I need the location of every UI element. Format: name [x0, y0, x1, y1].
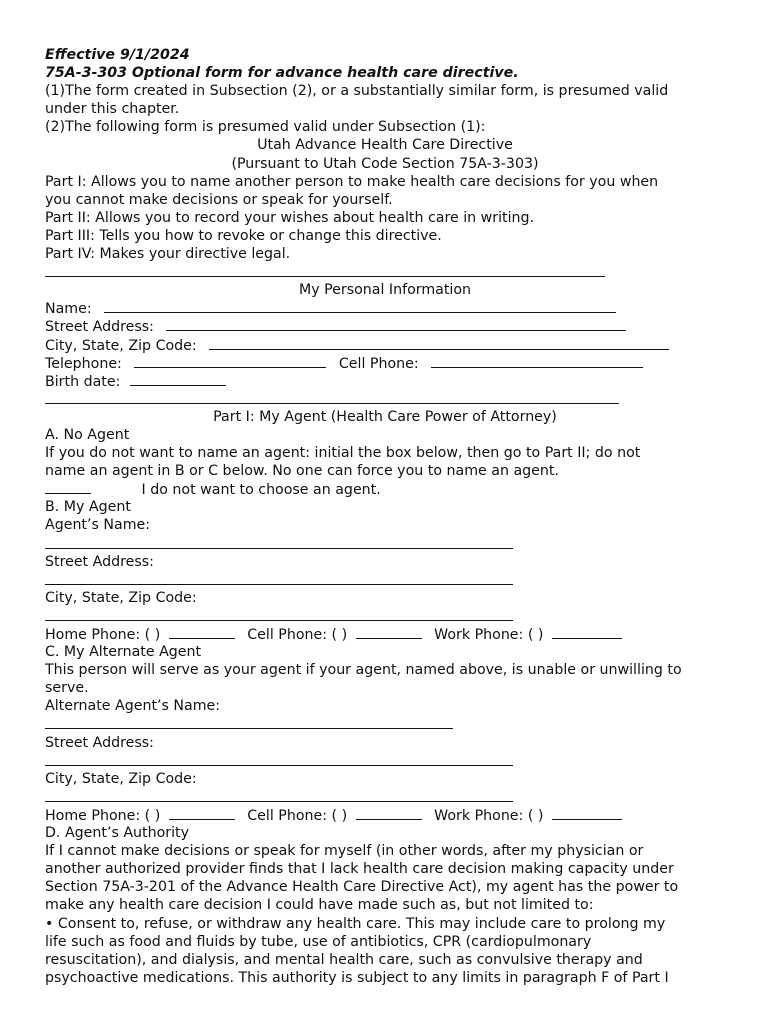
alternate-agent-phone-row — [45, 806, 735, 824]
birth-label: Birth date: — [45, 373, 121, 390]
alternate-agent-street-label: Street Address: — [45, 734, 154, 751]
authority-bullet-line1: • Consent to, refuse, or withdraw any health care. This may include care to prolong my — [45, 915, 666, 932]
part3-summary: Part III: Tells you how to revoke or change this directive. — [45, 227, 442, 244]
alternate-agent-city-label: City, State, Zip Code: — [45, 770, 197, 787]
agent-street-field[interactable] — [45, 571, 735, 589]
personal-info-heading: My Personal Information — [298, 282, 472, 299]
part2-summary: Part II: Allows you to record your wishes about health care in writing. — [45, 209, 535, 226]
street-row — [45, 317, 735, 335]
authority-bullet-line3: resuscitation), and dialysis, and mental health care, such as convulsive therapy and — [45, 951, 643, 968]
section-divider — [45, 263, 735, 281]
agent-name-label: Agent’s Name: — [45, 517, 151, 534]
no-agent-title: A. No Agent — [45, 426, 130, 443]
city-row — [45, 336, 735, 354]
alternate-cell-phone-field[interactable] — [356, 806, 422, 820]
my-agent-title: B. My Agent — [45, 499, 131, 516]
alternate-home-phone-field[interactable] — [169, 806, 235, 820]
agent-city-label: City, State, Zip Code: — [45, 589, 197, 606]
birth-row — [45, 372, 735, 390]
no-agent-line1: If you do not want to name an agent: initial the box below, then go to Part II; do not — [45, 445, 641, 462]
birth-field[interactable] — [130, 372, 226, 386]
alternate-cell-phone-label: Cell Phone: ( ) — [247, 807, 348, 824]
agent-home-phone-field[interactable] — [169, 625, 235, 639]
intro-p1-line1: (1)The form created in Subsection (2), or a substantially similar form, is presumed valid — [45, 83, 669, 100]
part1-summary-line1: Part I: Allows you to name another person to make health care decisions for you when — [45, 173, 659, 190]
intro-p1-line2: under this chapter. — [45, 101, 180, 118]
agent-authority-line4: make any health care decision I could have made such as, but not limited to: — [45, 897, 594, 914]
cell-label: Cell Phone: — [338, 355, 419, 372]
alternate-agent-city-field[interactable] — [45, 788, 735, 806]
alternate-agent-title: C. My Alternate Agent — [45, 644, 202, 661]
name-label: Name: — [45, 301, 92, 318]
agent-authority-line1: If I cannot make decisions or speak for myself (in other words, after my physician or — [45, 843, 644, 860]
alternate-agent-line1: This person will serve as your agent if your agent, named above, is unable or unwilling to — [45, 662, 682, 679]
alternate-agent-name-label: Alternate Agent’s Name: — [45, 698, 221, 715]
city-field[interactable] — [209, 336, 669, 350]
no-agent-initial-text: I do not want to choose an agent. — [141, 482, 381, 499]
alternate-agent-name-field[interactable] — [45, 715, 735, 733]
agent-work-phone-field[interactable] — [552, 625, 622, 639]
intro-p2: (2)The following form is presumed valid under Subsection (1): — [45, 119, 486, 136]
part4-summary: Part IV: Makes your directive legal. — [45, 246, 291, 263]
telephone-row — [45, 354, 735, 372]
alternate-work-phone-label: Work Phone: ( ) — [434, 807, 544, 824]
section-title: 75A-3-303 Optional form for advance health care directive. — [45, 65, 519, 82]
street-label: Street Address: — [45, 319, 154, 336]
agent-authority-line2: another authorized provider finds that I lack health care decision making capacity under — [45, 861, 674, 878]
street-field[interactable] — [166, 317, 626, 331]
form-subtitle: (Pursuant to Utah Code Section 75A-3-303) — [231, 155, 539, 172]
agent-authority-title: D. Agent’s Authority — [45, 825, 190, 842]
no-agent-initial-row — [45, 480, 735, 498]
agent-street-label: Street Address: — [45, 553, 154, 570]
agent-phone-row — [45, 625, 735, 643]
agent-authority-line3: Section 75A-3-201 of the Advance Health Care Directive Act), my agent has the power to — [45, 879, 679, 896]
agent-cell-phone-field[interactable] — [356, 625, 422, 639]
effective-date: Effective 9/1/2024 — [45, 47, 190, 63]
agent-cell-phone-label: Cell Phone: ( ) — [247, 627, 348, 643]
agent-name-field[interactable] — [45, 535, 735, 553]
telephone-label: Telephone: — [45, 355, 122, 372]
alternate-home-phone-label: Home Phone: ( ) — [45, 807, 161, 824]
cell-field[interactable] — [431, 354, 643, 368]
form-title: Utah Advance Health Care Directive — [257, 137, 513, 154]
no-agent-initial-field[interactable] — [45, 480, 91, 494]
name-field[interactable] — [104, 299, 616, 313]
authority-bullet-line2: life such as food and fluids by tube, use of antibiotics, CPR (cardiopulmonary — [45, 933, 592, 950]
document-page — [45, 46, 735, 987]
part1-summary-line2: you cannot make decisions or speak for yourself. — [45, 191, 393, 208]
section-divider — [45, 390, 735, 408]
part1-heading: Part I: My Agent (Health Care Power of Attorney) — [213, 408, 557, 425]
agent-city-field[interactable] — [45, 607, 735, 625]
alternate-work-phone-field[interactable] — [552, 806, 622, 820]
agent-home-phone-label: Home Phone: ( ) — [45, 627, 161, 643]
alternate-agent-line2: serve. — [45, 680, 89, 697]
name-row — [45, 299, 735, 317]
agent-work-phone-label: Work Phone: ( ) — [434, 627, 544, 643]
telephone-field[interactable] — [134, 354, 326, 368]
city-label: City, State, Zip Code: — [45, 337, 197, 354]
no-agent-line2: name an agent in B or C below. No one can force you to name an agent. — [45, 463, 559, 480]
alternate-agent-street-field[interactable] — [45, 752, 735, 770]
authority-bullet-line4: psychoactive medications. This authority is subject to any limits in paragraph F of Part I — [45, 969, 669, 986]
